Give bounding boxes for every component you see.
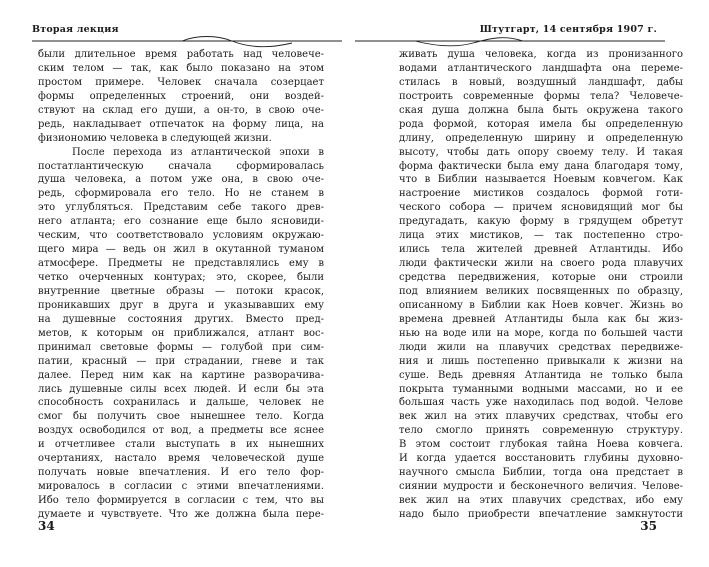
text-line: научного смысла Библии, тогда она предстает в <box>399 467 683 479</box>
text-line: проникавших друг в друга и указывавших ему <box>38 299 324 311</box>
text-line: форма фактически была ему дана благодаря тому, <box>399 160 683 172</box>
text-line: ческого собора — причем ясновидящий мог бы <box>399 202 683 214</box>
text-line: времена древней Атлантиды была как бы жиз- <box>399 313 683 325</box>
text-line: редь, сформировала его тело. Но не станем в <box>38 188 324 200</box>
text-line: водами атлантического ландшафта она переме- <box>399 62 683 74</box>
left-page-text <box>38 48 324 522</box>
text-line: описанному в Библии как Ноев ковчег. Жизнь во <box>399 299 683 311</box>
text-line: это углубляться. Представим себе такого древ- <box>38 202 324 214</box>
text-line: внутренние цветные образы — потоки красок, <box>38 285 324 297</box>
text-line: Ибо тело формируется в согласии с тем, что вы <box>38 495 324 506</box>
text-line: построить современные формы тела? Человече- <box>399 90 683 102</box>
text-line: него атланта; его сознание еще было ясновиди- <box>38 216 324 228</box>
text-line: что в Библии называется Ноевым ковчегом. Как <box>399 174 683 186</box>
text-line: суше. Ведь древняя Атлантида не только была <box>399 369 683 381</box>
text-line: живать душа человека, когда из пронизанного <box>399 49 683 60</box>
text-line: смог бы получить свое нынешнее тело. Когда <box>38 411 324 423</box>
text-line: век жил на этих плавучих средствах, чтобы его <box>399 411 683 423</box>
text-line: получать новые впечатления. И его тело фор- <box>38 467 324 479</box>
text-line: редь, накладывает отпечаток на форму лица, на <box>38 118 324 130</box>
text-line: покрыта туманными водными массами, но и ее <box>399 383 683 395</box>
text-line: лись душевные силы всех людей. И если бы эта <box>38 383 324 395</box>
text-line: формы определенных строений, они воздей- <box>38 90 324 102</box>
text-line: на душевные состояния других. Вместо пред- <box>38 313 324 325</box>
text-line: принимал световые формы — голубой при сим- <box>38 341 324 353</box>
text-line: средства передвижения, которые они строили <box>399 272 683 283</box>
text-line: рода формой, которая имела бы определенную <box>399 118 683 130</box>
running-head-left: Вторая лекция <box>32 24 119 35</box>
text-line: нью на воде или на море, когда по большей части <box>399 327 683 339</box>
text-line: патии, красный — при страдании, гневе и так <box>38 355 324 367</box>
text-line: и отчетливее стали выступать в их нынешних <box>38 439 324 451</box>
running-head-right: Штутгарт, 14 сентября 1907 г. <box>479 24 657 35</box>
text-line: четко очерченных контурах; это, скорее, были <box>38 272 324 283</box>
right-page <box>355 0 709 567</box>
text-line: надо было приобрести впечатление замкнутости <box>399 508 683 520</box>
text-line: под влиянием великих посвященных по образцу, <box>399 285 683 297</box>
text-line: думаете и чувствуете. Что же должна была пере- <box>38 508 324 520</box>
text-line: люди фактически жили на своего рода плавучих <box>399 258 683 270</box>
text-line: ским телом — так, как было показано на этом <box>38 62 324 74</box>
text-line: высоту, чтобы дать опору своему телу. И такая <box>399 146 683 158</box>
text-line: лица этих мистиков, — так постепенно стро- <box>399 230 683 242</box>
text-line: И когда удается восстановить глубины духовно- <box>399 453 683 465</box>
text-line: длину, определенную ширину и определенную <box>399 132 683 144</box>
text-line: метов, к которым он приближался, атлант вос- <box>38 327 324 339</box>
text-line: предугадать, какую форму в грядущем обретут <box>399 216 683 228</box>
text-line: ились тела жителей древней Атлантиды. Ибо <box>399 244 683 256</box>
text-line: тело смогло принять современную структуру. <box>399 425 683 437</box>
page-number-right: 35 <box>640 519 657 533</box>
text-line: способность сохранилась и дальше, человек не <box>38 397 324 409</box>
text-line: стилась в новый, воздушный ландшафт, дабы <box>399 76 683 88</box>
text-line: далее. Перед ним как на картине разворачива- <box>38 369 324 381</box>
text-line: щего мира — ведь он жил в окутанной туманом <box>38 244 324 256</box>
text-line: ния и лишь постепенно привыкали к жизни на <box>399 355 683 367</box>
text-line: очертаниях, настало время человеческой душе <box>38 453 324 465</box>
text-line: В этом состоит глубокая тайна Ноева ковчега. <box>399 439 683 451</box>
right-page-text <box>399 48 683 522</box>
text-line: простом примере. Человек сначала созерцает <box>38 76 324 88</box>
text-line: физиономию человека в следующей жизни. <box>38 132 272 144</box>
text-line: постатлантическую сначала сформировалась <box>38 160 324 172</box>
text-line: атмосфере. Предметы не представлялись ему в <box>38 258 324 270</box>
text-line: ская душа должна была быть окружена такого <box>399 104 683 116</box>
text-line: ствуют на склад его души, а он-то, в свою оче- <box>38 104 324 116</box>
text-line: большая часть уже находилась под водой. Челове <box>399 397 683 409</box>
text-line: настроение мистиков создалось формой готи- <box>399 188 683 200</box>
text-line: люди жили на плавучих средствах передвиже- <box>399 341 683 353</box>
text-line: воздух освободился от вод, а предметы все яснее <box>38 425 324 437</box>
text-line: ческим, что соответствовало условиям окружаю- <box>38 230 324 242</box>
page-number-left: 34 <box>38 519 55 533</box>
text-line: были длительное время работать над человече- <box>38 49 324 60</box>
left-page <box>0 0 354 567</box>
text-line: После перехода из атлантической эпохи в <box>38 146 324 158</box>
text-line: мировалось в согласии с этими впечатлениями. <box>38 481 324 493</box>
text-line: душа человека, а потом уже она, в свою оче- <box>38 174 324 186</box>
text-line: век жил на этих плавучих средствах, ибо ему <box>399 495 683 506</box>
text-line: сиянии мудрости и бесконечного величия. Челове- <box>399 481 683 493</box>
